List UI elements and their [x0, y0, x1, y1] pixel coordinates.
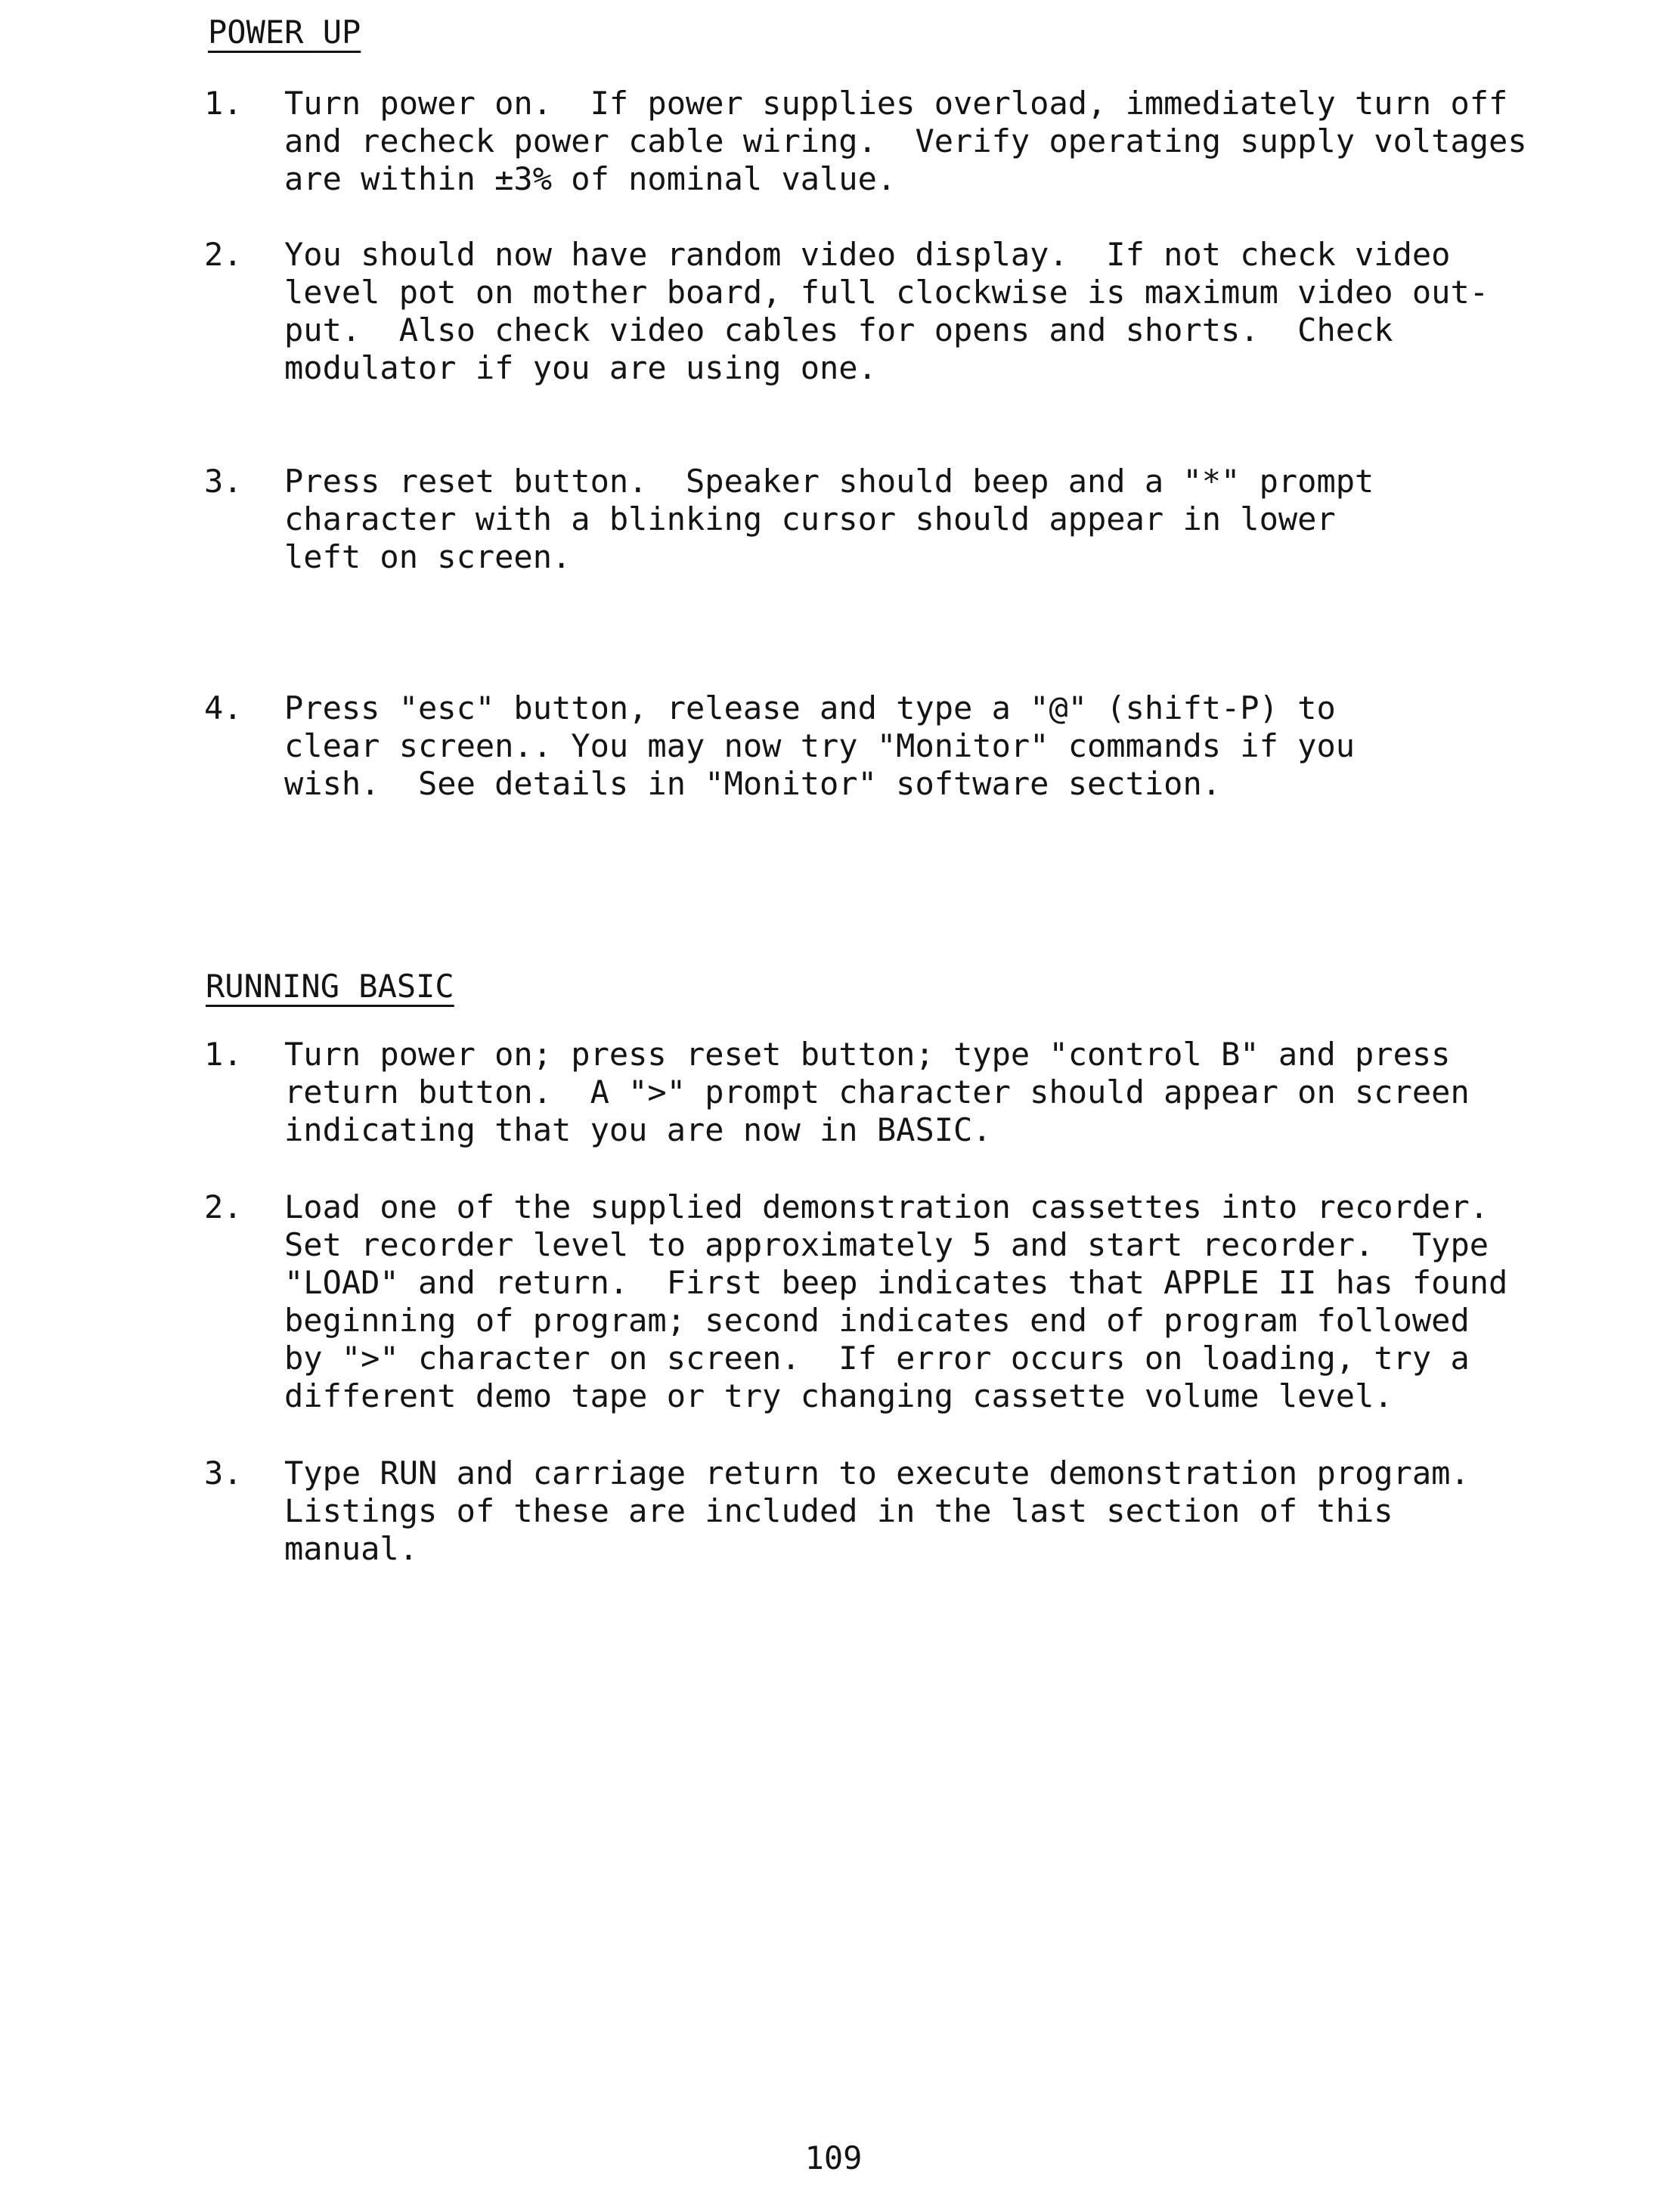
text-line: level pot on mother board, full clockwise is maximum video out-: [284, 274, 1489, 311]
text-line: return button. A ">" prompt character should appear on screen: [284, 1073, 1470, 1111]
text-line: wish. See details in "Monitor" software section.: [284, 765, 1222, 802]
step-number: 3.: [204, 1455, 243, 1492]
text-line: put. Also check video cables for opens and shorts. Check: [284, 311, 1393, 349]
text-line: different demo tape or try changing cassette volume level.: [284, 1377, 1393, 1414]
text-line: clear screen.. You may now try "Monitor" commands if you: [284, 727, 1356, 764]
step-number: 3.: [204, 463, 243, 500]
text-line: modulator if you are using one.: [284, 349, 877, 386]
text-line: and recheck power cable wiring. Verify operating supply voltages: [284, 122, 1527, 160]
step-text: [284, 85, 1630, 198]
text-line: Type RUN and carriage return to execute demonstration program.: [284, 1455, 1470, 1492]
text-line: indicating that you are now in BASIC.: [284, 1111, 992, 1148]
text-line: Turn power on. If power supplies overload, immediately turn off: [284, 85, 1508, 122]
text-line: Load one of the supplied demonstration cassettes into recorder.: [284, 1188, 1489, 1225]
text-line: are within ±3% of nominal value.: [284, 160, 897, 197]
step-text: [284, 1455, 1630, 1568]
text-line: "LOAD" and return. First beep indicates that APPLE II has found: [284, 1264, 1508, 1301]
text-line: by ">" character on screen. If error occurs on loading, try a: [284, 1340, 1470, 1377]
step-number: 1.: [204, 85, 243, 122]
step-text: [284, 236, 1630, 387]
step-text: [284, 1036, 1630, 1149]
step-number: 1.: [204, 1036, 243, 1073]
step-text: [284, 689, 1630, 803]
text-line: Press reset button. Speaker should beep and a "*" prompt: [284, 463, 1374, 500]
step-number: 2.: [204, 1188, 243, 1225]
text-line: Set recorder level to approximately 5 and start recorder. Type: [284, 1226, 1489, 1263]
section-heading-power-up: POWER UP: [208, 14, 361, 51]
section-heading-running-basic: RUNNING BASIC: [206, 968, 454, 1005]
step-number: 4.: [204, 689, 243, 726]
text-line: character with a blinking cursor should appear in lower: [284, 500, 1336, 538]
text-line: You should now have random video display. If not check video: [284, 236, 1451, 273]
text-line: manual.: [284, 1530, 419, 1567]
step-text: [284, 463, 1630, 576]
step-number: 2.: [204, 236, 243, 273]
text-line: beginning of program; second indicates end of program followed: [284, 1302, 1470, 1339]
text-line: Listings of these are included in the last section of this: [284, 1492, 1393, 1529]
text-line: Turn power on; press reset button; type "control B" and press: [284, 1036, 1451, 1073]
step-text: [284, 1188, 1630, 1415]
text-line: left on screen.: [284, 538, 572, 575]
page-number: 109: [804, 2139, 863, 2176]
text-line: Press "esc" button, release and type a "@" (shift-P) to: [284, 689, 1336, 726]
